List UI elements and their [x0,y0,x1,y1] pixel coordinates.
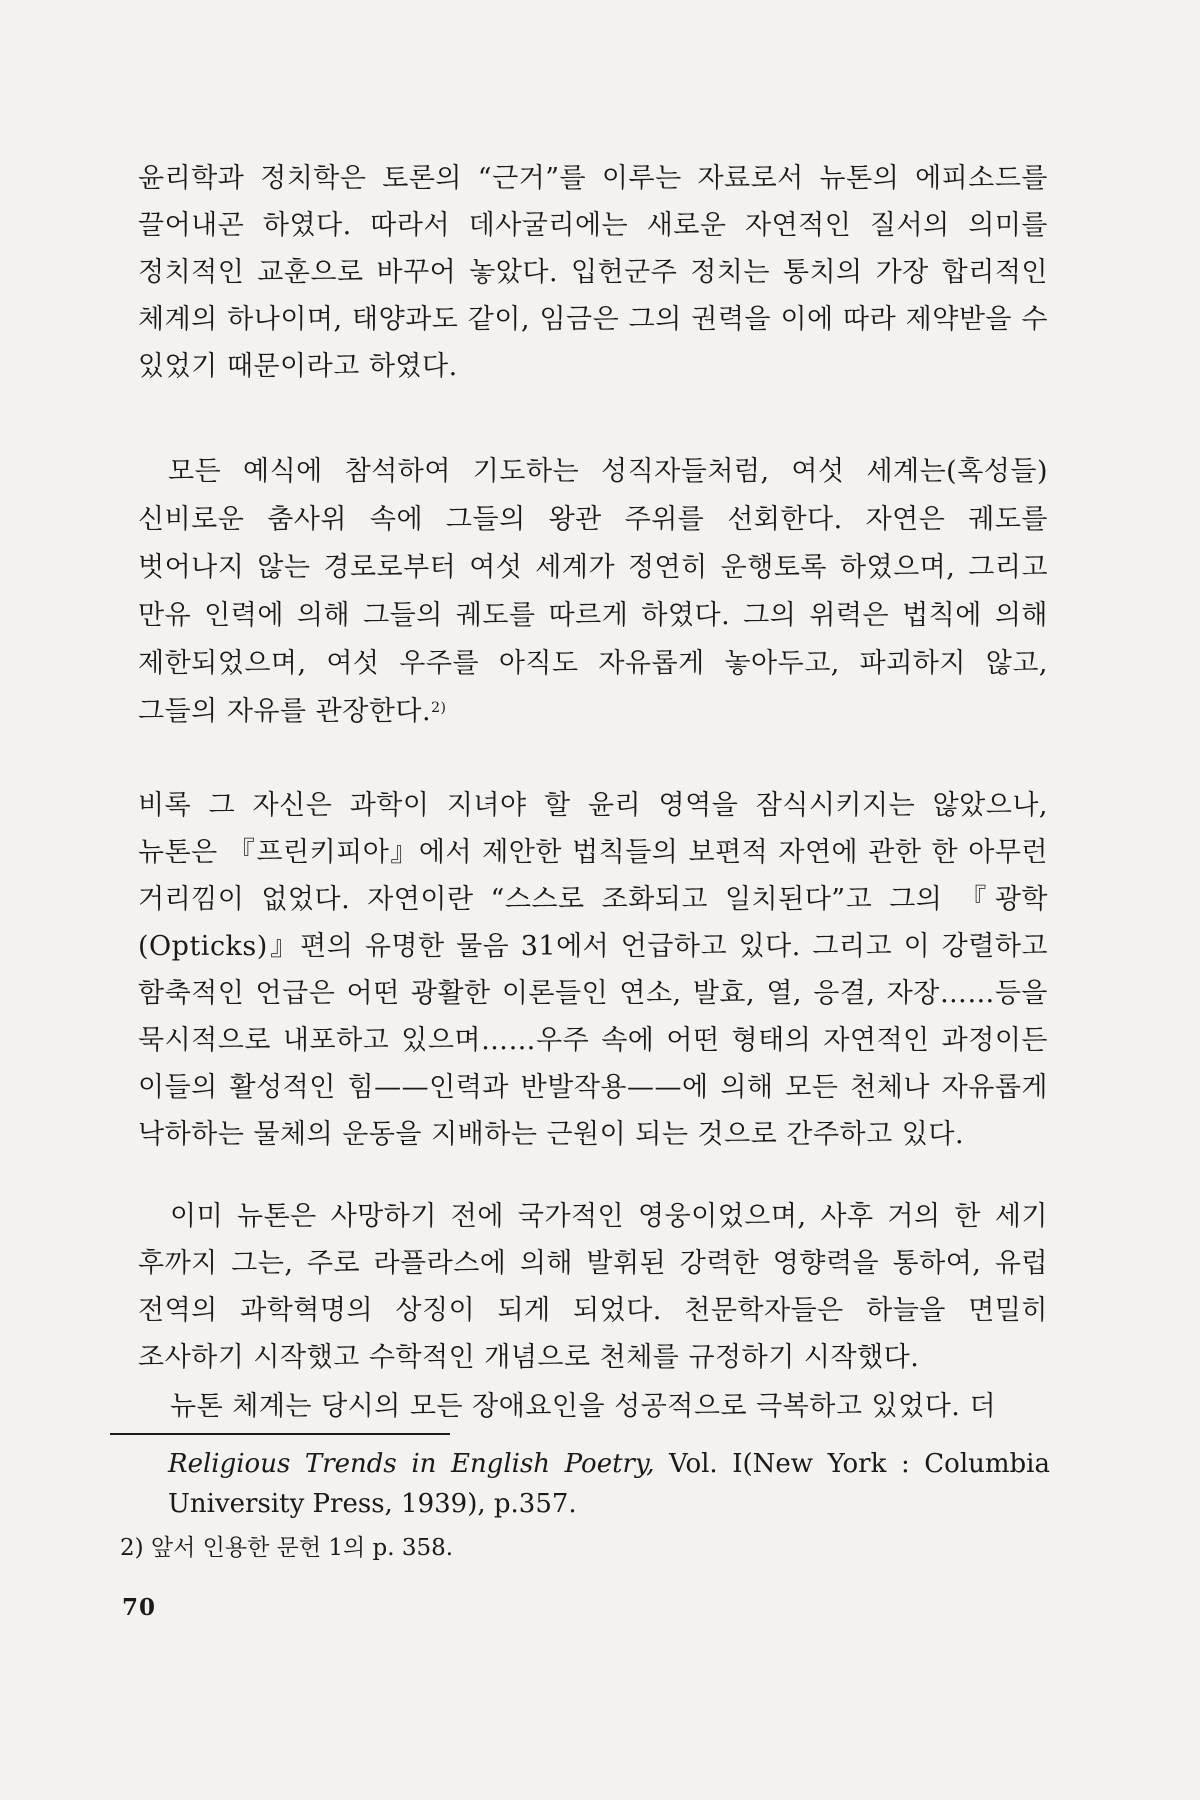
body-paragraph-3: 이미 뉴톤은 사망하기 전에 국가적인 영웅이었으며, 사후 거의 한 세기 후까지 그는, 주로 라플라스에 의해 발휘된 강력한 영향력을 통하여, 유럽 전역의 과학혁명의 상징이 되게 되었다. 천문학자들은 하늘을 면밀히 조사하기 시작했고 수학적인 개념으로 천체를 규정하기 시작했다. [138,1201,1048,1373]
footnote-2: 2) 앞서 인용한 문헌 1의 p. 358. [120,1535,454,1561]
footnote-1-details: Vol. I(New York : Columbia University Press, 1939), p.357. [168,1449,1050,1519]
footnote-1 [120,1444,1050,1524]
body-paragraph-1: 윤리학과 정치학은 토론의 “근거”를 이루는 자료로서 뉴톤의 에피소드를 끌어내곤 하였다. 따라서 데사굴리에는 새로운 자연적인 질서의 의미를 정치적인 교훈으로 바꾸어 놓았다. 입헌군주 정치는 통치의 가장 합리적인 체계의 하나이며, 태양과도 같이, 임금은 그의 권력을 이에 따라 제약받을 수 있었기 때문이라고 하였다. [138,163,1048,382]
footnote-1-title: Religious Trends in English Poetry, [168,1449,655,1479]
footnote-divider [110,1433,450,1435]
footnote-ref-2: 2) [431,700,447,716]
block-quote-text: 모든 예식에 참석하여 기도하는 성직자들처럼, 여섯 세계는(혹성들) 신비로운 춤사위 속에 그들의 왕관 주위를 선회한다. 자연은 궤도를 벗어나지 않는 경로로부터 여섯 세계가 정연히 운행토록 하였으며, 그리고 만유 인력에 의해 그들의 궤도를 따르게 하였다. 그의 위력은 법칙에 의해 제한되었으며, 여섯 우주를 아직도 자유롭게 놓아두고, 파괴하지 않고, 그들의 자유를 관장한다. [138,456,1048,727]
body-paragraph-2: 비록 그 자신은 과학이 지녀야 할 윤리 영역을 잠식시키지는 않았으나, 뉴톤은 『프린키피아』에서 제안한 법칙들의 보편적 자연에 관한 한 아무런 거리낌이 없었다. 자연이란 “스스로 조화되고 일치된다”고 그의 『광학(Opticks)』편의 유명한 물음 31에서 언급하고 있다. 그리고 이 강렬하고 함축적인 언급은 어떤 광활한 이론들인 연소, 발효, 열, 응결, 자장……등을 묵시적으로 내포하고 있으며……우주 속에 어떤 형태의 자연적인 과정이든 이들의 활성적인 힘——인력과 반발작용——에 의해 모든 천체나 자유롭게 낙하하는 물체의 운동을 지배하는 근원이 되는 것으로 간주하고 있다. [138,790,1048,1150]
page-number: 70 [122,1594,157,1621]
block-quote [138,448,1048,736]
footnotes [120,1444,1050,1568]
body-paragraph-4: 뉴톤 체계는 당시의 모든 장애요인을 성공적으로 극복하고 있었다. 더 [170,1391,997,1422]
